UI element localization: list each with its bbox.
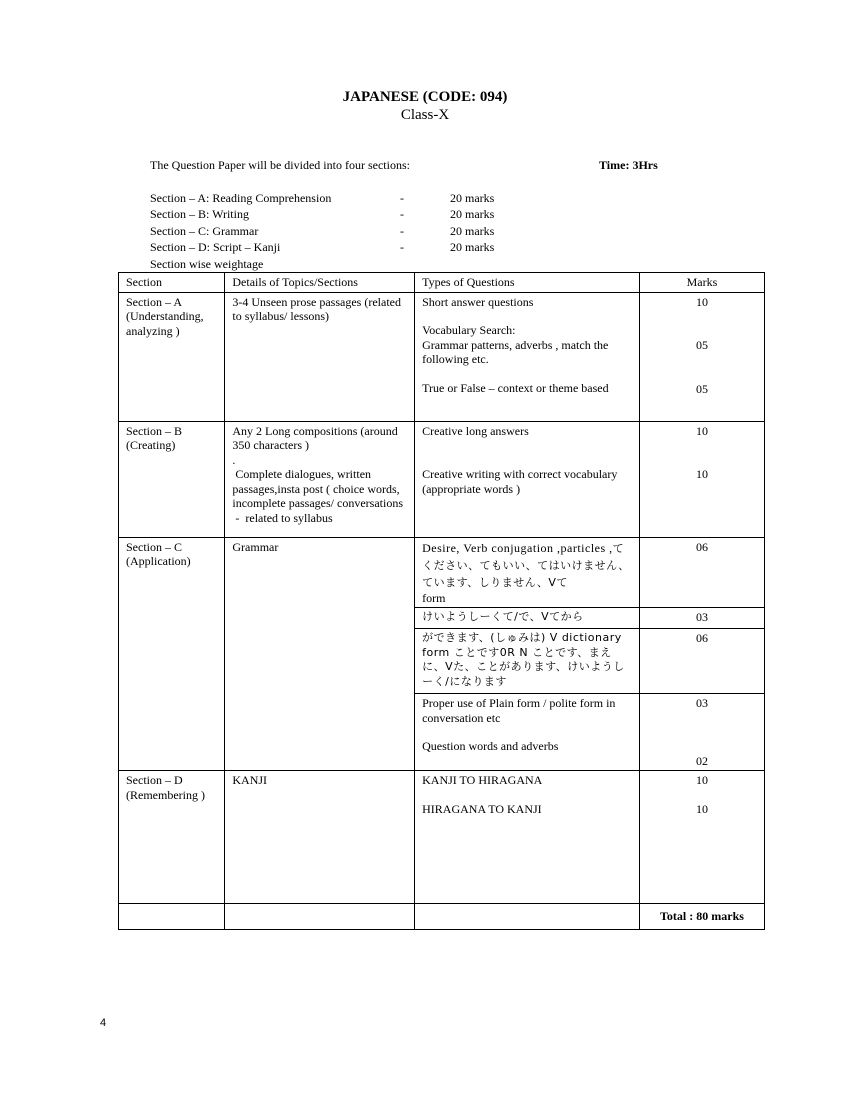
section-c-title: Section – C bbox=[126, 539, 182, 554]
section-c-cell bbox=[119, 537, 225, 771]
summary-section-name: Section – D: Script – Kanji bbox=[150, 240, 281, 254]
section-a-desc: (Understanding, bbox=[126, 309, 204, 323]
marks-value: 05 bbox=[695, 338, 708, 352]
marks-value: 10 bbox=[695, 467, 708, 481]
weightage-table bbox=[118, 272, 765, 930]
header-marks: Marks bbox=[639, 273, 764, 293]
section-c-question-1 bbox=[415, 537, 640, 608]
section-a-title: Section – A bbox=[126, 294, 182, 309]
summary-marks: 20 marks bbox=[450, 207, 495, 221]
question-type: Vocabulary Search: bbox=[422, 323, 516, 337]
header-section: Section bbox=[119, 273, 225, 293]
marks-value: 10 bbox=[695, 773, 708, 787]
summary-dash: - bbox=[400, 224, 404, 238]
section-a-marks bbox=[639, 292, 764, 421]
section-d-details: KANJI bbox=[225, 771, 415, 904]
question-text: Desire, Verb conjugation ,particles , bbox=[422, 540, 613, 555]
question-type: Grammar patterns, adverbs , match the following etc. bbox=[422, 337, 609, 366]
weightage-label: Section wise weightage bbox=[150, 257, 264, 271]
section-d-cell bbox=[119, 771, 225, 904]
section-c-details: Grammar bbox=[225, 537, 415, 771]
marks-value: 02 bbox=[695, 753, 708, 768]
section-d-title: Section – D bbox=[126, 773, 183, 787]
intro-text: The Question Paper will be divided into four sections: bbox=[150, 158, 410, 172]
section-c-marks-4 bbox=[639, 694, 764, 771]
question-type: KANJI TO HIRAGANA bbox=[422, 773, 543, 787]
header-details: Details of Topics/Sections bbox=[225, 273, 415, 293]
question-type: True or False – context or theme based bbox=[422, 380, 609, 395]
question-text: form bbox=[422, 590, 446, 605]
summary-section-name: Section – A: Reading Comprehension bbox=[150, 191, 332, 205]
empty-cell bbox=[415, 904, 640, 930]
section-a-questions bbox=[415, 292, 640, 421]
section-c-marks-3: 06 bbox=[639, 629, 764, 694]
section-d-desc: (Remembering ) bbox=[126, 787, 205, 802]
page-number: 4 bbox=[100, 1017, 107, 1029]
header-question-types: Types of Questions bbox=[415, 273, 640, 293]
question-type: Proper use of Plain form / polite form in conversation etc bbox=[422, 696, 616, 725]
summary-section-name: Section – C: Grammar bbox=[150, 224, 259, 238]
section-d-marks bbox=[639, 771, 764, 904]
page-subtitle: Class-X bbox=[400, 107, 450, 123]
question-type: HIRAGANA TO KANJI bbox=[422, 801, 542, 816]
total-marks: Total : 80 marks bbox=[639, 904, 764, 930]
empty-cell bbox=[119, 904, 225, 930]
section-c-marks-1: 06 bbox=[639, 537, 764, 608]
topic-detail: . bbox=[232, 452, 236, 467]
table-row-section-d bbox=[119, 771, 765, 904]
section-b-title: Section – B bbox=[126, 423, 182, 438]
summary-section-name: Section – B: Writing bbox=[150, 207, 249, 221]
section-b-details bbox=[225, 421, 415, 537]
section-b-cell bbox=[119, 421, 225, 537]
section-c-desc: (Application) bbox=[126, 554, 191, 568]
summary-marks: 20 marks bbox=[450, 191, 495, 205]
question-type bbox=[422, 540, 632, 591]
section-b-questions bbox=[415, 421, 640, 537]
marks-value: 10 bbox=[695, 801, 708, 816]
section-c-question-4 bbox=[415, 694, 640, 771]
topic-detail: - related to syllabus bbox=[232, 510, 333, 525]
section-b-marks bbox=[639, 421, 764, 537]
topic-detail: Any 2 Long compositions (around 350 characters ) bbox=[232, 423, 398, 452]
summary-dash: - bbox=[400, 240, 404, 254]
table-row-section-c bbox=[119, 537, 765, 608]
marks-value: 10 bbox=[695, 423, 708, 438]
page-title: JAPANESE (CODE: 094) bbox=[342, 89, 508, 105]
empty-cell bbox=[225, 904, 415, 930]
summary-dash: - bbox=[400, 207, 404, 221]
question-type: Creative writing with correct vocabulary (appropriate words ) bbox=[422, 467, 618, 496]
marks-value: 05 bbox=[695, 381, 708, 396]
marks-value: 03 bbox=[695, 696, 708, 710]
section-a-desc: analyzing ) bbox=[126, 323, 180, 338]
summary-marks: 20 marks bbox=[450, 240, 495, 254]
marks-value: 10 bbox=[695, 294, 708, 309]
table-row-section-a bbox=[119, 292, 765, 421]
table-total-row bbox=[119, 904, 765, 930]
question-type: Question words and adverbs bbox=[422, 739, 559, 753]
section-c-marks-2: 03 bbox=[639, 608, 764, 629]
section-d-questions bbox=[415, 771, 640, 904]
section-c-question-2: けいようしーくて/で、Vてから bbox=[415, 608, 640, 629]
topic-detail: Complete dialogues, written passages,insta post ( choice words, incomplete passages/ conversations bbox=[232, 467, 403, 510]
question-type: Creative long answers bbox=[422, 423, 529, 438]
table-header-row bbox=[119, 273, 765, 293]
summary-dash: - bbox=[400, 191, 404, 205]
summary-marks: 20 marks bbox=[450, 224, 495, 238]
section-b-desc: (Creating) bbox=[126, 438, 176, 452]
table-row-section-b bbox=[119, 421, 765, 537]
question-type: Short answer questions bbox=[422, 294, 534, 309]
section-a-cell bbox=[119, 292, 225, 421]
section-c-question-3: ができます、(しゅみは) V dictionary form ことです0R N ことです、まえに、Vた、ことがあります、けいようしーく/になります bbox=[415, 629, 640, 694]
section-a-details: 3-4 Unseen prose passages (related to syllabus/ lessons) bbox=[225, 292, 415, 421]
time-label: Time: 3Hrs bbox=[599, 158, 658, 172]
question-text-japanese: てください、てもいい、てはいけません、ています、しりません、Vて bbox=[422, 541, 630, 589]
